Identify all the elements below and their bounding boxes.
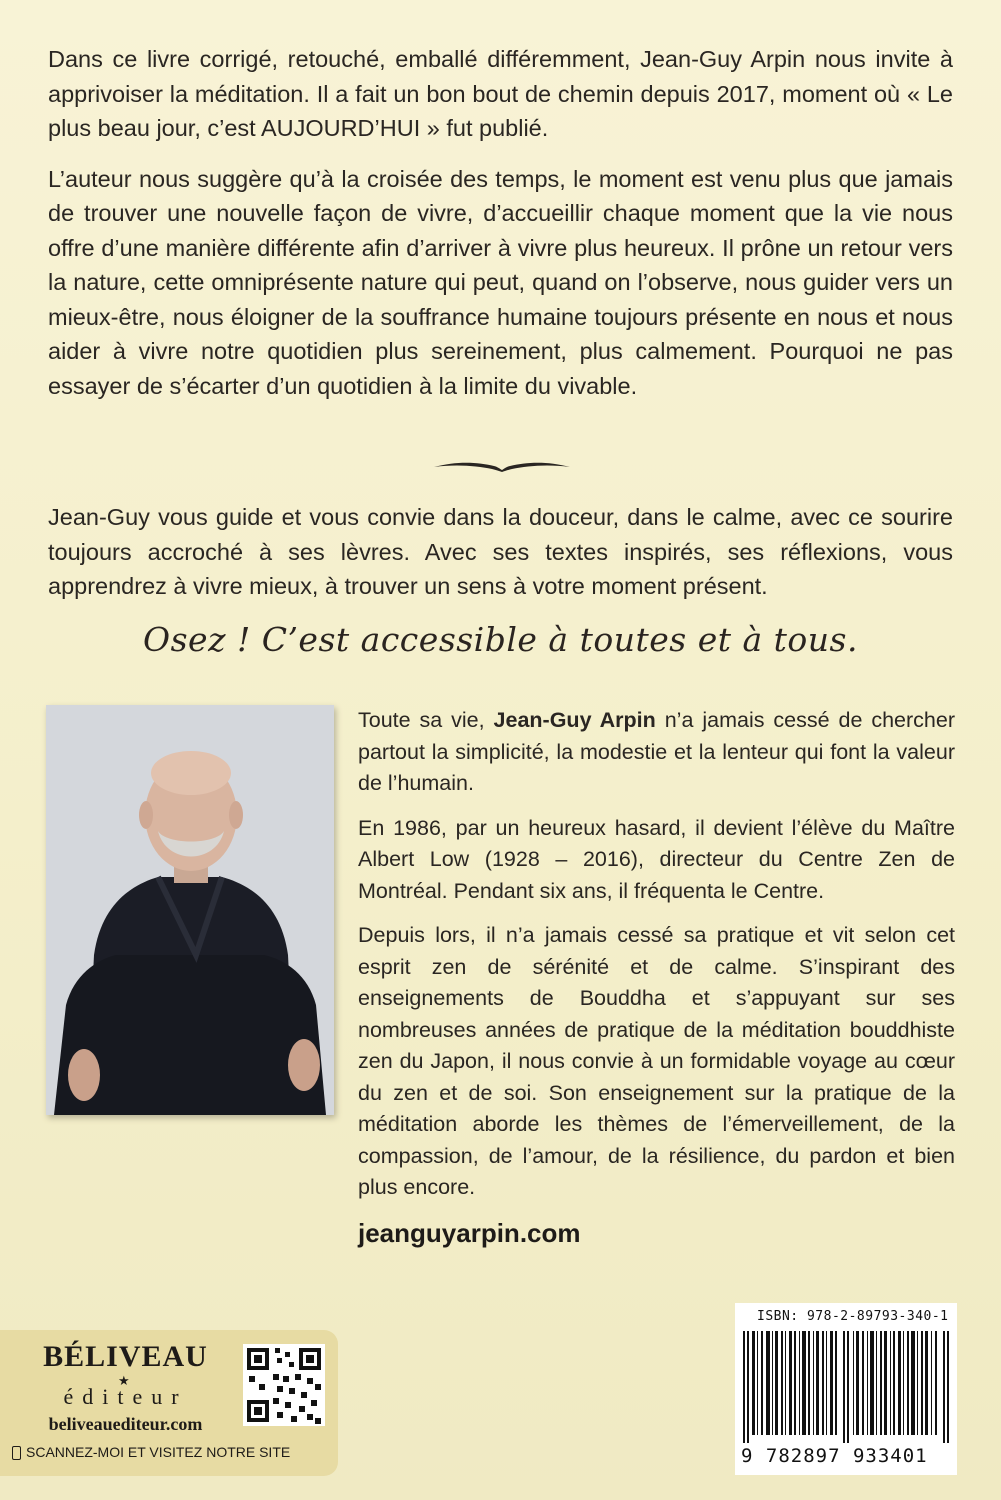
ornament-divider	[432, 458, 572, 474]
publisher-star-icon: ★	[118, 1373, 130, 1388]
publisher-logo-name: BÉLIVEAU	[43, 1340, 208, 1373]
isbn-label: ISBN: 978-2-89793-340-1	[757, 1309, 949, 1324]
bio-paragraph-3: Depuis lors, il n’a jamais cessé sa pratique et vit selon cet esprit zen de sérénité et de calme. S’inspirant des enseignements de Bouddha et s’appuyant sur ses nombreuses années de pratique de la méditation bouddhiste zen du Japon, il nous convie à un formidable voyage au cœur du zen et de soi. Son enseignement sur la pratique de la méditation aborde les thèmes de l’émerveillement, de la compassion, de l’amour, de la résilience, du pardon et bien plus encore.	[358, 923, 955, 1199]
guide-paragraph: Jean-Guy vous guide et vous convie dans la douceur, dans le calme, avec ce sourire toujours accroché à ses lèvres. Avec ses textes inspirés, ses réflexions, vous apprendrez à vivre mieux, à trouver un sens à votre moment présent.	[48, 504, 953, 599]
publisher-block	[0, 1330, 338, 1476]
bio-text: n’a jamais cessé de chercher partout la simplicité, la modestie et la lenteur qui font la valeur de l’humain.	[358, 708, 955, 795]
publisher-website[interactable]: beliveauediteur.com	[48, 1414, 203, 1434]
barcode-panel	[735, 1303, 957, 1475]
tagline: Osez ! C’est accessible à toutes et à tous.	[143, 620, 858, 659]
scan-instruction	[12, 1444, 290, 1460]
publisher-subtitle: éditeur	[63, 1384, 188, 1409]
author-bio	[358, 705, 955, 1217]
barcode-digits: 9 782897 933401	[741, 1445, 928, 1467]
author-name: Jean-Guy Arpin	[493, 708, 656, 732]
bio-paragraph-2: En 1986, par un heureux hasard, il devient l’élève du Maître Albert Low (1928 – 2016), directeur du Centre Zen de Montréal. Pendant six ans, il fréquenta le Centre.	[358, 815, 955, 903]
bio-paragraph-1	[358, 705, 955, 800]
author-website-link[interactable]: jeanguyarpin.com	[358, 1218, 581, 1248]
bio-text: Toute sa vie,	[358, 708, 494, 732]
phone-icon	[12, 1446, 21, 1460]
intro-paragraph-1: Dans ce livre corrigé, retouché, emballé différemment, Jean-Guy Arpin nous invite à apprivoiser la méditation. Il a fait un bon bout de chemin depuis 2017, moment où « Le plus beau jour, c’est AUJOURD’HUI » fut publié.	[48, 46, 953, 141]
author-photo	[46, 705, 334, 1115]
intro-text	[48, 42, 953, 419]
barcode-icon	[743, 1331, 949, 1443]
qr-code-icon[interactable]	[243, 1344, 325, 1426]
scan-text: SCANNEZ-MOI ET VISITEZ NOTRE SITE	[26, 1444, 291, 1460]
intro-paragraph-2: L’auteur nous suggère qu’à la croisée des temps, le moment est venu plus que jamais de trouver une nouvelle façon de vivre, d’accueillir chaque moment que la vie nous offre d’une manière différente afin d’arriver à vivre plus heureux. Il prône un retour vers la nature, cette omniprésente nature qui peut, quand on l’observe, nous guider vers un mieux-être, nous éloigner de la souffrance humaine toujours présente en nous et nous aider à vivre notre quotidien plus sereinement, plus calmement. Pourquoi ne pas essayer de s’écarter d’un quotidien à la limite du vivable.	[48, 165, 953, 399]
